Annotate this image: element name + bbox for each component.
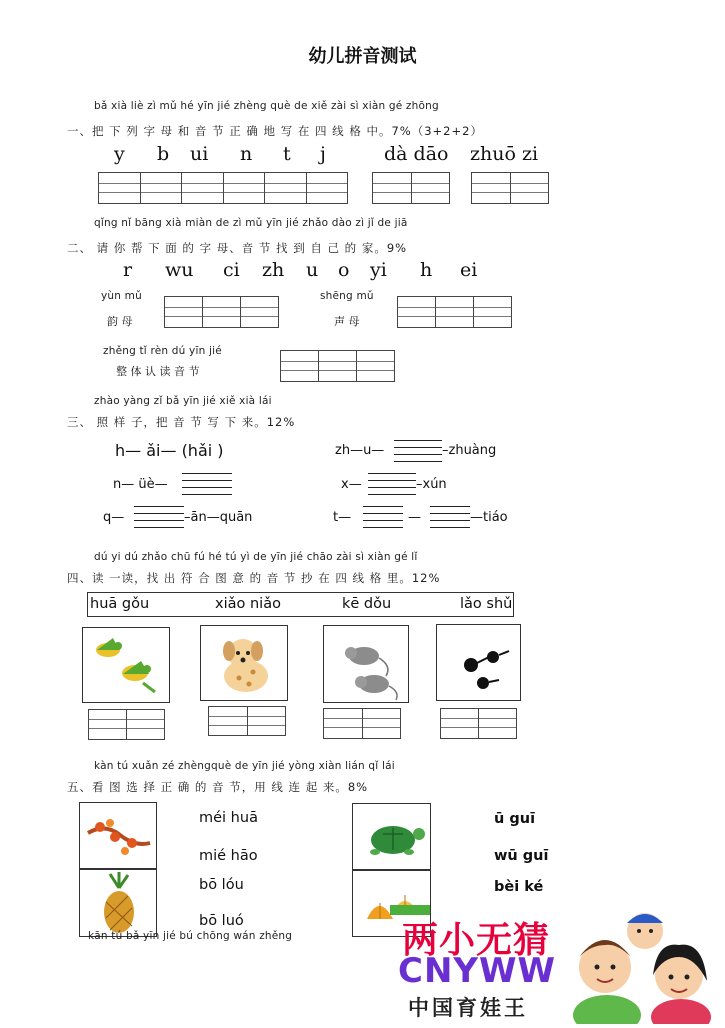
grid-cell[interactable] [281, 351, 319, 381]
s4-word: lǎo shǔ [460, 596, 513, 612]
grid-cell[interactable] [203, 297, 241, 327]
section1-heading: 一、把 下 列 字 母 和 音 节 正 确 地 写 在 四 线 格 中。7%（3+2+2） [67, 124, 483, 138]
s4-grid-4[interactable] [440, 708, 517, 739]
s3-blank-xun[interactable] [368, 473, 416, 495]
s3-dash: — [408, 510, 421, 525]
s3-zhuang-suffix: –zhuàng [442, 443, 497, 458]
page-title: 幼儿拼音测试 [308, 46, 417, 67]
s2-letter: o [338, 259, 350, 281]
grid-cell[interactable] [165, 297, 203, 327]
s4-grid-3[interactable] [323, 708, 401, 739]
section4-heading: 四、读 一读，找 出 符 合 图 意 的 音 节 抄 在 四 线 格 里。12% [67, 571, 441, 585]
s3-nue-prefix: n— üè— [113, 477, 168, 492]
section2-heading: 二、 请 你 帮 下 面 的 字 母、音 节 找 到 自 己 的 家。9% [67, 241, 408, 255]
s5-right-word: wū guī [494, 848, 549, 864]
section3-pinyin: zhào yàng zǐ bǎ yīn jié xiě xià lái [94, 395, 272, 407]
mice-picture [323, 625, 409, 703]
s1-letter-b: b [157, 143, 170, 165]
s1-syllable-dadao: dà dāo [384, 143, 449, 165]
s4-word: huā gǒu [90, 596, 150, 612]
grid-cell[interactable] [224, 173, 266, 203]
grid-cell[interactable] [265, 173, 307, 203]
shengmu-pinyin: shēng mǔ [320, 290, 374, 302]
watermark-line3: 中国育娃王 [408, 996, 528, 1020]
section3-heading: 三、 照 样 子，把 音 节 写 下 来。12% [67, 415, 296, 429]
s3-q-prefix: q— [103, 510, 125, 525]
watermark-line2: CNYWW [398, 951, 557, 991]
s2-letter: zh [262, 259, 285, 281]
grid-cell[interactable] [248, 707, 286, 735]
s1-letter-t: t [283, 143, 291, 165]
section5-heading: 五、看 图 选 择 正 确 的 音 节，用 线 连 起 来。8% [67, 780, 369, 794]
s3-xun-suffix: –xún [416, 477, 447, 492]
s3-t-prefix: t— [333, 510, 352, 525]
grid-cell[interactable] [474, 297, 511, 327]
s4-word: xiǎo niǎo [215, 596, 281, 612]
grid-cell[interactable] [141, 173, 183, 203]
s1-letter-j: j [320, 143, 326, 165]
s4-word: kē dǒu [342, 596, 392, 612]
yunmu-pinyin: yùn mǔ [101, 290, 142, 302]
s1-letter-ui: ui [190, 143, 209, 165]
section2-pinyin: qǐng nǐ bāng xià miàn de zì mǔ yīn jié zhǎo dào zì jǐ de jiā [94, 217, 408, 229]
cartoon-kids-logo [565, 905, 720, 1024]
grid-cell[interactable] [307, 173, 348, 203]
dog-picture [200, 625, 288, 701]
plum-blossom-picture [79, 802, 157, 869]
section5-pinyin: kàn tú xuǎn zé zhèngquè de yīn jié yòng xiàn lián qǐ lái [94, 760, 395, 772]
s3-blank-tiao-1[interactable] [363, 506, 403, 528]
s3-blank-zhuang[interactable] [394, 440, 442, 462]
zhengti-label: 整 体 认 读 音 节 [116, 365, 200, 378]
s1-writing-grid-zhuozi[interactable] [471, 172, 549, 204]
s5-left-word: bō lóu [199, 877, 244, 893]
grid-cell[interactable] [357, 351, 394, 381]
grid-cell[interactable] [319, 351, 357, 381]
s2-letter: r [123, 259, 133, 281]
grid-cell[interactable] [127, 710, 164, 739]
s2-letter: h [420, 259, 433, 281]
grid-cell[interactable] [209, 707, 248, 735]
s3-example-hai: h— ǎi— (hǎi ) [115, 441, 224, 460]
grid-cell[interactable] [89, 710, 127, 739]
section4-pinyin: dú yi dú zhǎo chū fú hé tú yì de yīn jié chāo zài sì xiàn gé lǐ [94, 551, 418, 563]
s5-left-word: mié hāo [199, 848, 258, 864]
s3-blank-nue[interactable] [182, 473, 232, 495]
turtle-picture [352, 803, 431, 870]
zhengti-grid[interactable] [280, 350, 395, 382]
s5-left-word: méi huā [199, 810, 258, 826]
section1-pinyin: bǎ xià liè zì mǔ hé yīn jié zhèng què de xiě zài sì xiàn gé zhōng [94, 100, 439, 112]
pineapple-picture [79, 869, 157, 937]
s3-quan-suffix: –ān—quān [184, 510, 253, 525]
footer-pinyin: kān tú bǎ yīn jié bú chōng wán zhěng [88, 930, 293, 942]
grid-cell[interactable] [511, 173, 549, 203]
s2-letter: wu [165, 259, 194, 281]
yunmu-label: 韵 母 [107, 315, 133, 328]
s5-right-word: ū guī [494, 811, 536, 827]
yunmu-grid[interactable] [164, 296, 279, 328]
s3-zhu-prefix: zh—u— [335, 443, 385, 458]
s1-syllable-zhuozi: zhuō zi [470, 143, 539, 165]
watermark-line1: 两小无猜 [402, 920, 551, 961]
shengmu-label: 声 母 [334, 315, 360, 328]
grid-cell[interactable] [398, 297, 436, 327]
s5-right-word: bèi ké [494, 879, 544, 895]
s2-letter: ci [223, 259, 240, 281]
grid-cell[interactable] [436, 297, 474, 327]
tadpoles-picture [436, 624, 521, 701]
s1-writing-grid-dadao[interactable] [372, 172, 450, 204]
s3-tiao-suffix: —tiáo [470, 510, 508, 525]
grid-cell[interactable] [373, 173, 412, 203]
grid-cell[interactable] [472, 173, 511, 203]
s2-letter: yi [370, 259, 387, 281]
grid-cell[interactable] [441, 709, 479, 738]
s3-blank-tiao-2[interactable] [430, 506, 470, 528]
s5-left-word: bō luó [199, 913, 244, 929]
s3-blank-quan[interactable] [134, 506, 184, 528]
s2-letter: ei [460, 259, 478, 281]
grid-cell[interactable] [99, 173, 141, 203]
grid-cell[interactable] [412, 173, 450, 203]
s3-x-prefix: x— [341, 477, 362, 492]
zhengti-pinyin: zhěng tǐ rèn dú yīn jié [103, 345, 222, 357]
grid-cell[interactable] [182, 173, 224, 203]
shengmu-grid[interactable] [397, 296, 512, 328]
s4-grid-2[interactable] [208, 706, 286, 736]
s4-word-bank [87, 592, 514, 617]
grid-cell[interactable] [363, 709, 401, 738]
s1-letter-n: n [240, 143, 253, 165]
grid-cell[interactable] [479, 709, 516, 738]
s4-grid-1[interactable] [88, 709, 165, 740]
birds-picture [82, 627, 170, 703]
s1-letter-y: y [114, 143, 125, 165]
grid-cell[interactable] [241, 297, 278, 327]
s2-letter: u [306, 259, 319, 281]
grid-cell[interactable] [324, 709, 363, 738]
s1-writing-grid-letters[interactable] [98, 172, 348, 204]
